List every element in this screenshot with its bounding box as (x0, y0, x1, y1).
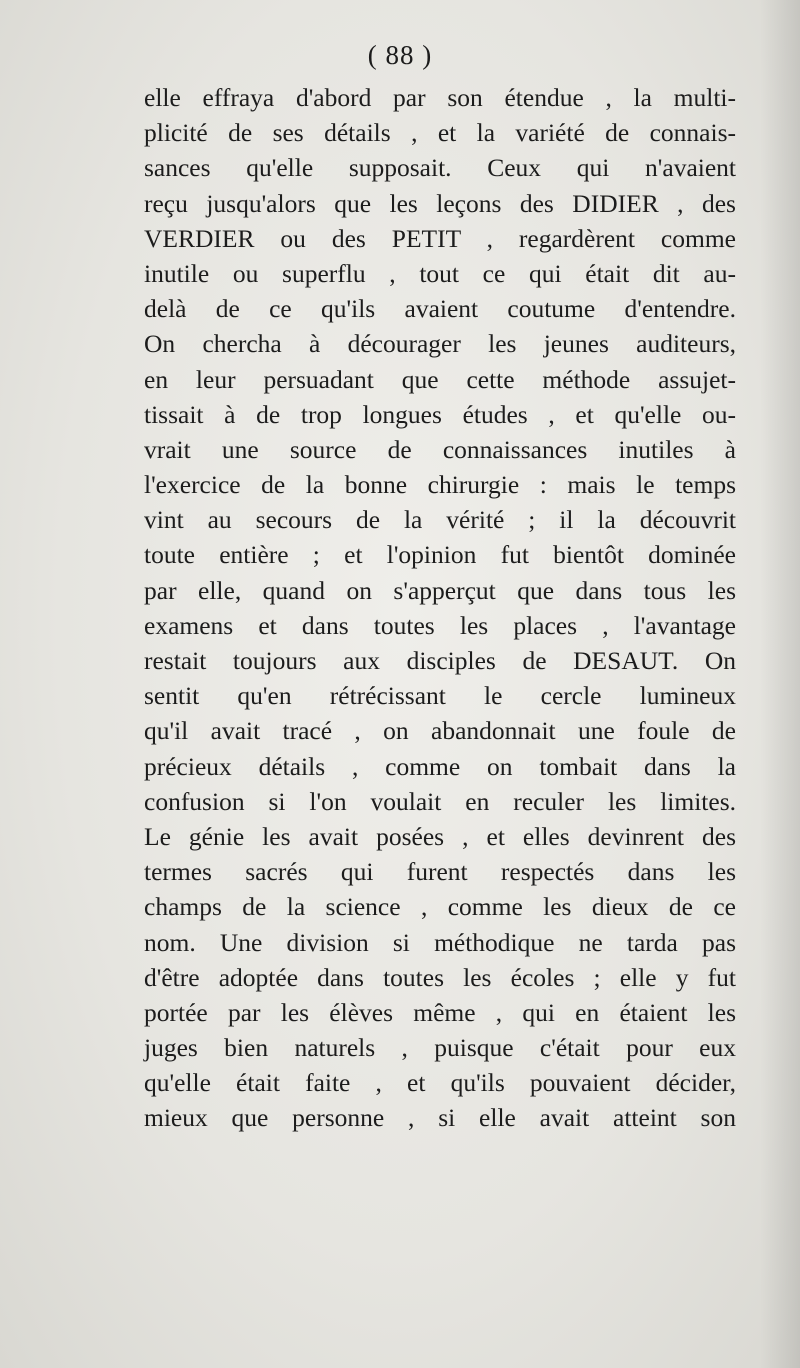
body-text (144, 80, 736, 1136)
text-line: champs de la science , comme les dieux de ce (144, 892, 736, 922)
text-line: delà de ce qu'ils avaient coutume d'entendre. (144, 294, 736, 324)
text-line: sances qu'elle supposait. Ceux qui n'avaient (144, 153, 736, 183)
text-line: vint au secours de la vérité ; il la découvrit (144, 505, 736, 535)
text-line: d'être adoptée dans toutes les écoles ; elle y fut (144, 962, 736, 992)
text-line: restait toujours aux disciples de DESAUT. On (144, 646, 736, 675)
text-line: examens et dans toutes les places , l'avantage (144, 610, 736, 640)
text-line: inutile ou superflu , tout ce qui était dit au- (144, 258, 736, 288)
text-line: portée par les élèves même , qui en étaient les (144, 997, 736, 1027)
text-line: confusion si l'on voulait en reculer les limites. (144, 786, 736, 816)
text-line: qu'elle était faite , et qu'ils pouvaient décider, (144, 1068, 736, 1098)
text-line: vrait une source de connaissances inutiles à (144, 434, 736, 464)
text-line: sentit qu'en rétrécissant le cercle lumineux (144, 681, 736, 711)
text-line: On chercha à décourager les jeunes auditeurs, (144, 329, 736, 359)
text-line: termes sacrés qui furent respectés dans les (144, 857, 736, 887)
page-edge-shadow (760, 0, 800, 1368)
text-line: en leur persuadant que cette méthode assujet- (144, 364, 736, 394)
text-line: nom. Une division si méthodique ne tarda pas (144, 927, 736, 957)
text-line: par elle, quand on s'apperçut que dans tous les (144, 575, 736, 605)
text-line: juges bien naturels , puisque c'était pour eux (144, 1033, 736, 1063)
text-line: elle effraya d'abord par son étendue , la multi- (144, 83, 736, 112)
text-line: VERDIER ou des PETIT , regardèrent comme (144, 223, 736, 253)
text-line: précieux détails , comme on tombait dans la (144, 751, 736, 781)
text-line: reçu jusqu'alors que les leçons des DIDIER , des (144, 188, 736, 218)
text-line: mieux que personne , si elle avait atteint son (144, 1103, 736, 1133)
text-line: l'exercice de la bonne chirurgie : mais le temps (144, 470, 736, 500)
text-line: Le génie les avait posées , et elles devinrent des (144, 821, 736, 851)
page-number: ( 88 ) (367, 40, 433, 70)
text-line: qu'il avait tracé , on abandonnait une foule de (144, 716, 736, 746)
text-line: tissait à de trop longues études , et qu'elle ou- (144, 399, 736, 429)
text-line: toute entière ; et l'opinion fut bientôt dominée (144, 540, 736, 570)
text-line: plicité de ses détails , et la variété de connais- (144, 118, 736, 148)
